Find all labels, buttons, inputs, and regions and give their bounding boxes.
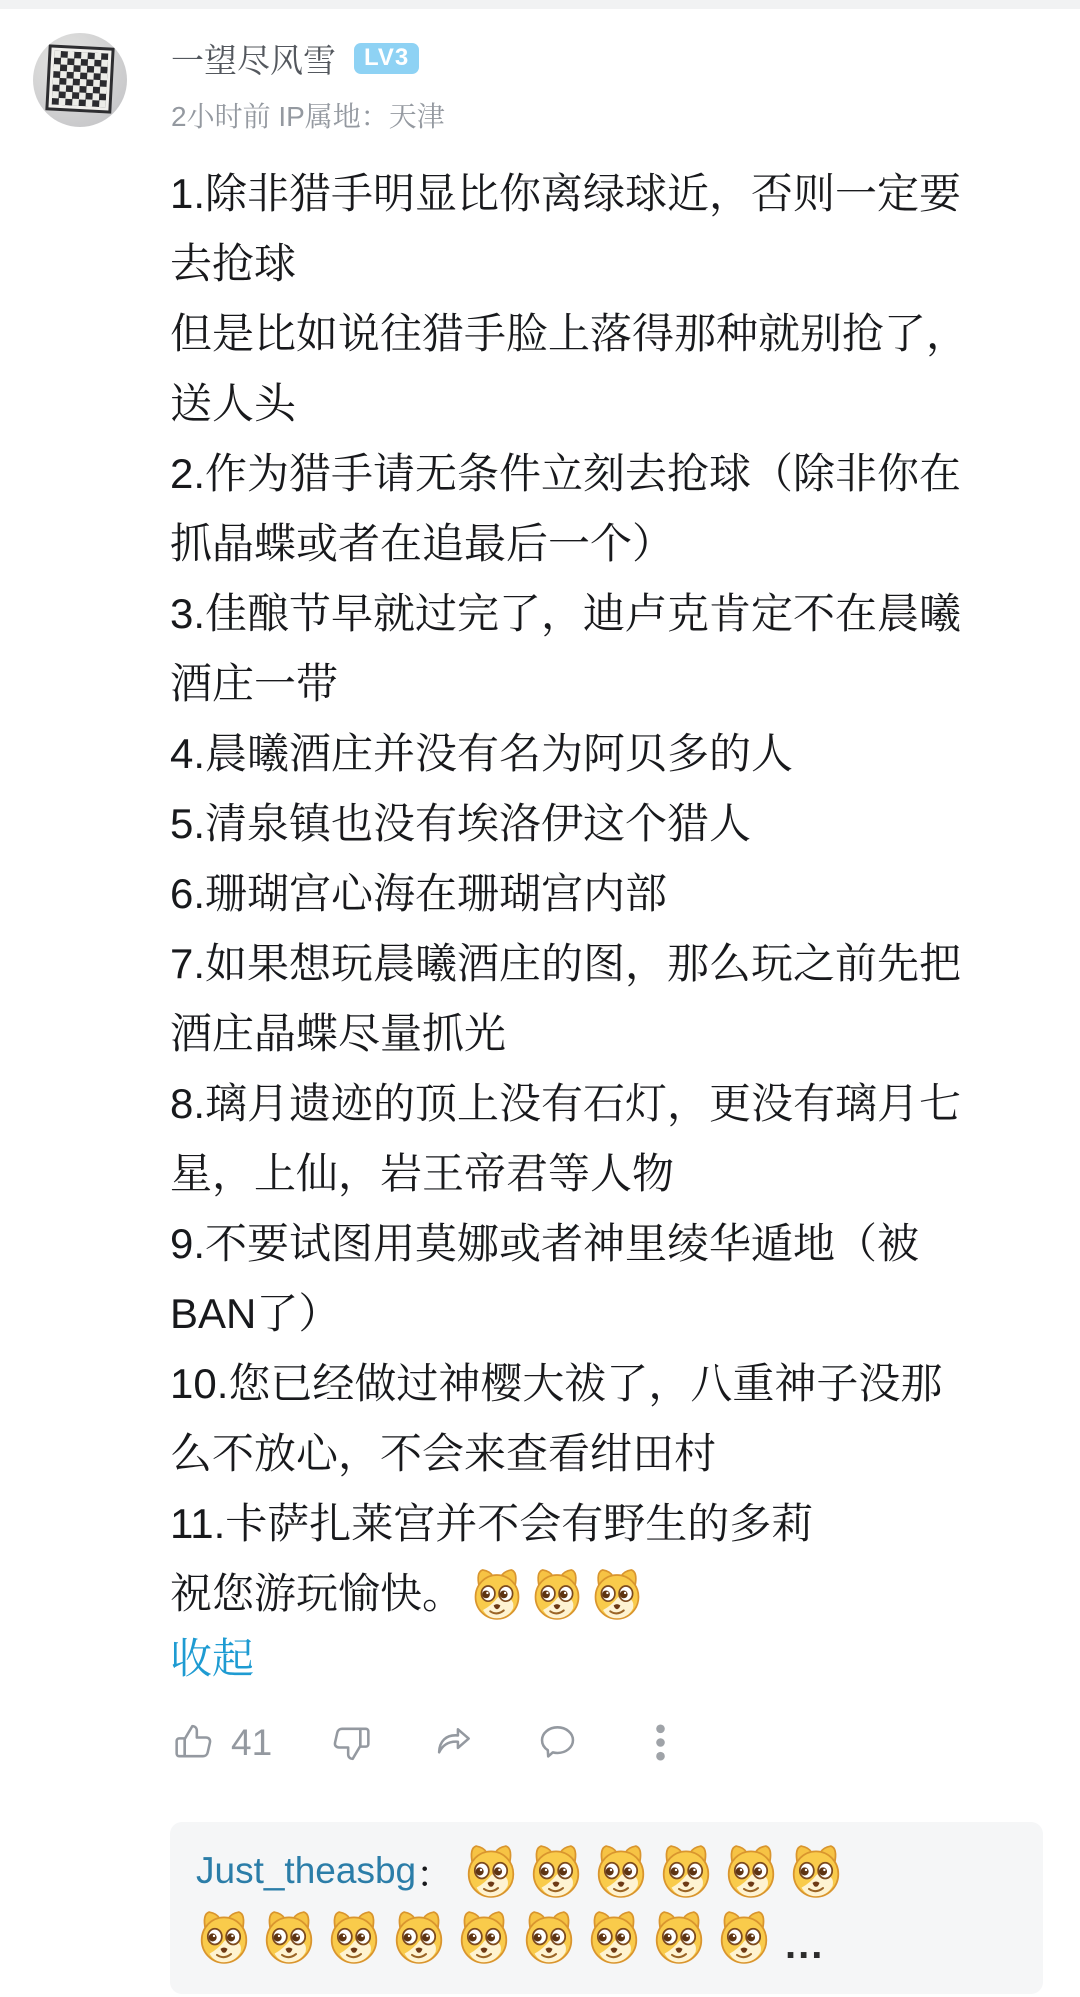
doge-emoji	[658, 1843, 714, 1899]
collapse-link[interactable]: 收起	[170, 1635, 255, 1682]
closing-doge-group	[464, 1567, 644, 1621]
reply-truncation-ellipsis: ...	[785, 1923, 825, 1967]
comment-text-line: 10.您已经做过神樱大祓了，八重神子没那	[170, 1360, 943, 1407]
reply-row-2	[196, 1906, 1017, 1968]
comment-text-line: 酒庄晶蝶尽量抓光	[170, 1010, 507, 1057]
comment-text-line: 7.如果想玩晨曦酒庄的图，那么玩之前先把	[170, 940, 962, 987]
comment-text-line: 2.作为猎手请无条件立刻去抢球（除非你在	[170, 450, 962, 497]
comment-closing-line	[170, 1559, 1043, 1629]
username[interactable]: 一望尽风雪	[171, 42, 336, 79]
identity-block	[171, 33, 445, 135]
doge-emoji	[196, 1909, 252, 1965]
doge-emoji	[521, 1909, 577, 1965]
doge-emoji	[788, 1843, 844, 1899]
reply-preview[interactable]	[170, 1822, 1043, 1994]
comment-text-line: 么不放心，不会来查看绀田村	[170, 1430, 717, 1477]
doge-emoji	[590, 1567, 644, 1621]
comment-text-line: 抓晶蝶或者在追最后一个）	[170, 520, 675, 567]
comment-text-line: BAN了）	[170, 1290, 341, 1337]
comment-text-line: 但是比如说往猎手脸上落得那种就别抢了，	[170, 310, 969, 357]
doge-emoji	[456, 1909, 512, 1965]
user-avatar[interactable]	[33, 33, 127, 127]
comment-divider	[0, 0, 1080, 9]
doge-emoji	[261, 1909, 317, 1965]
doge-emoji	[651, 1909, 707, 1965]
comment-text-line: 9.不要试图用莫娜或者神里绫华遁地（被	[170, 1220, 920, 1267]
more-options-button[interactable]	[637, 1719, 684, 1766]
comment-text-lines	[170, 159, 1043, 1559]
comment-text-line: 星，上仙，岩王帝君等人物	[170, 1150, 675, 1197]
chessboard-photo	[45, 44, 114, 113]
reply-doge-group-1	[463, 1843, 853, 1899]
like-count: 41	[231, 1721, 273, 1763]
comment-body	[170, 159, 1043, 1629]
comment-text-line: 8.璃月遗迹的顶上没有石灯，更没有璃月七	[170, 1080, 962, 1127]
reply-row-1	[196, 1840, 1017, 1902]
comment-meta: 2小时前 IP属地：天津	[171, 101, 445, 132]
comment-bubble-icon	[534, 1719, 581, 1766]
reply-doge-group-2	[196, 1909, 781, 1965]
comment-text-line: 6.珊瑚宫心海在珊瑚宫内部	[170, 870, 668, 917]
doge-emoji	[586, 1909, 642, 1965]
doge-emoji	[470, 1567, 524, 1621]
comment-closing-text: 祝您游玩愉快。	[170, 1570, 465, 1617]
comment-text-line: 3.佳酿节早就过完了，迪卢克肯定不在晨曦	[170, 590, 962, 637]
comment-text-line: 4.晨曦酒庄并没有名为阿贝多的人	[170, 730, 794, 777]
comment-text-line: 送人头	[170, 380, 297, 427]
share-arrow-icon	[431, 1719, 478, 1766]
level-badge: LV3	[354, 43, 419, 74]
thumb-up-icon	[170, 1719, 217, 1766]
comment-text-line: 1.除非猎手明显比你离绿球近，否则一定要	[170, 170, 962, 217]
share-button[interactable]	[431, 1719, 478, 1766]
doge-emoji	[463, 1843, 519, 1899]
dislike-button[interactable]	[328, 1719, 375, 1766]
reply-separator: ：	[416, 1854, 454, 1895]
comment-text-line: 酒庄一带	[170, 660, 339, 707]
thumb-down-icon	[328, 1719, 375, 1766]
comment-text-line: 5.清泉镇也没有埃洛伊这个猎人	[170, 800, 752, 847]
doge-emoji	[530, 1567, 584, 1621]
comment-text-line: 11.卡萨扎莱宫并不会有野生的多莉	[170, 1500, 814, 1547]
doge-emoji	[528, 1843, 584, 1899]
doge-emoji	[593, 1843, 649, 1899]
reply-button[interactable]	[534, 1719, 581, 1766]
doge-emoji	[716, 1909, 772, 1965]
vertical-ellipsis-icon	[637, 1719, 684, 1766]
comment-header	[0, 9, 1080, 135]
doge-emoji	[391, 1909, 447, 1965]
reply-username[interactable]: Just_theasbg	[196, 1850, 417, 1891]
comment-text-line: 去抢球	[170, 240, 297, 287]
like-button[interactable]	[170, 1719, 272, 1766]
doge-emoji	[326, 1909, 382, 1965]
comment-action-bar	[170, 1719, 994, 1766]
doge-emoji	[723, 1843, 779, 1899]
